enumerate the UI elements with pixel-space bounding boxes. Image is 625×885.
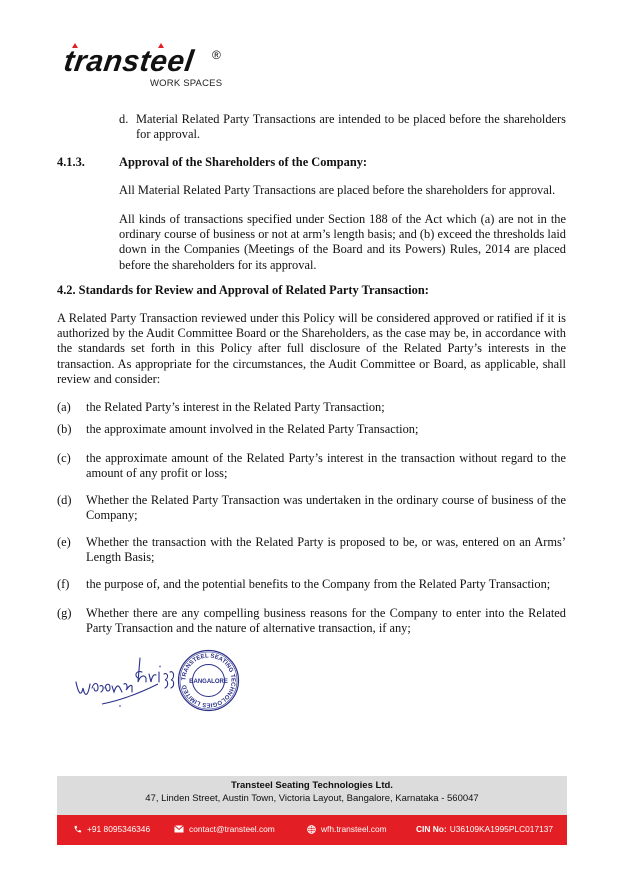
section-number: 4.1.3. [57,155,85,169]
stamp-ring-text: TRANSTEEL SEATING TECHNOLOGIES LIMITED [181,653,236,708]
logo-wordmark: transteel [61,45,196,78]
list-item [57,535,566,565]
cin-number: U36109KA1995PLC017137 [449,824,554,834]
footer-company-name: Transteel Seating Technologies Ltd. [231,780,393,791]
list-item-label: (g) [57,606,72,620]
paragraph [119,183,566,198]
list-item-text: the Related Party’s interest in the Related Party Transaction; [86,400,385,414]
list-item-label: (f) [57,577,70,591]
list-item [57,577,566,592]
section-heading-4-2: 4.2. Standards for Review and Approval of Related Party Transaction: [57,283,429,297]
paragraph-text: All Material Related Party Transactions are placed before the shareholders for approval. [119,183,556,197]
footer-email[interactable] [174,824,275,834]
list-item-label: d. [119,112,129,126]
registered-mark: ® [212,48,221,62]
mail-icon [174,825,184,833]
list-item [57,606,566,636]
signature-image [72,648,182,708]
stamp-center-text: BANGALORE [189,679,228,685]
paragraph-text: A Related Party Transaction reviewed under this Policy will be considered approved or ratified if it is authorized by the Audit Committee Board or the Shareholders, as the case may be, in accordance with the standards set forth in this Policy after full disclosure of the Related Party’s interests in the transaction. As appropriate for the circumstances, the Audit Committee or Board, as applicable, shall review and consider: [57,311,566,386]
footer-contact-bar [57,815,567,845]
section-title: Approval of the Shareholders of the Company: [119,155,368,169]
paragraph-text: All kinds of transactions specified under Section 188 of the Act which (a) are not in the ordinary course of business or not at arm’s length basis; and (b) exceed the thresholds laid down in the Companies (Meetings of the Board and its Powers) Rules, 2014 are placed before the shareholders for its approval. [119,212,566,272]
paragraph [57,311,566,387]
list-item-text: Whether the transaction with the Related Party is proposed to be, or was, entered on an Arms’ Length Basis; [86,535,566,565]
footer-cin [416,824,553,834]
list-item [57,422,566,437]
phone-number: +91 8095346346 [87,824,151,834]
list-item-text: Material Related Party Transactions are intended to be placed before the shareholders for approval. [136,112,566,142]
footer-company-info [57,776,567,815]
footer-address: 47, Linden Street, Austin Town, Victoria Layout, Bangalore, Karnataka - 560047 [145,793,479,804]
list-item-label: (e) [57,535,71,549]
paragraph [119,212,566,273]
globe-icon [307,825,316,834]
company-seal-stamp [177,649,240,712]
list-item-text: the purpose of, and the potential benefits to the Company from the Related Party Transaction; [86,577,551,591]
list-item-text: the approximate amount involved in the Related Party Transaction; [86,422,419,436]
list-item-label: (d) [57,493,72,507]
list-item-label: (b) [57,422,72,436]
list-item [57,493,566,523]
list-item-text: the approximate amount of the Related Party’s interest in the transaction without regard to the amount of any profit or loss; [86,451,566,481]
list-item [57,400,566,415]
footer-website[interactable] [307,824,387,834]
logo-tagline: WORK SPACES [150,78,223,89]
footer-phone[interactable] [73,824,150,834]
phone-icon [73,825,82,834]
cin-label: CIN No: [416,824,447,834]
list-item-label: (c) [57,451,71,465]
list-item-text: Whether there are any compelling business reasons for the Company to enter into the Related Party Transaction and the nature of alternative transaction, if any; [86,606,566,636]
list-item [57,451,566,481]
list-item-d [119,112,566,142]
company-logo [61,45,234,96]
email-address: contact@transteel.com [189,824,275,834]
list-item-label: (a) [57,400,71,414]
list-item-text: Whether the Related Party Transaction was undertaken in the ordinary course of business of the Company; [86,493,566,523]
website-url: wfh.transteel.com [321,824,387,834]
